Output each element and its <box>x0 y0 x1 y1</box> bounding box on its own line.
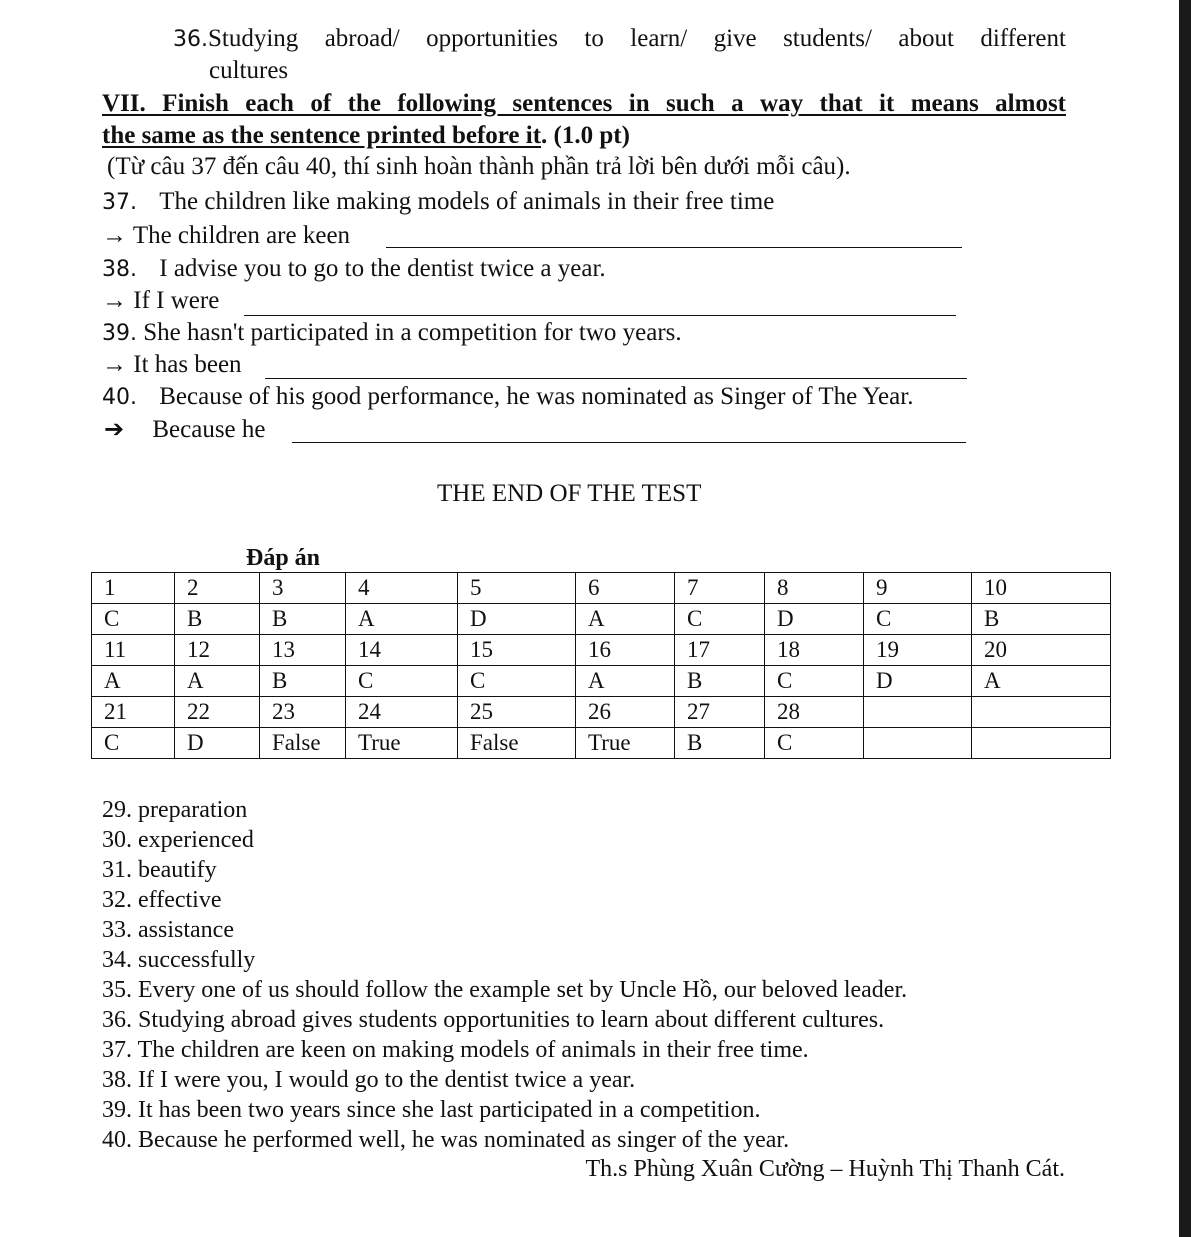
key-cell: 3 <box>260 573 346 604</box>
key-cell: D <box>458 604 576 635</box>
key-cell: 18 <box>765 635 864 666</box>
answer-key-title: Đáp án <box>246 545 321 571</box>
key-cell: 14 <box>346 635 458 666</box>
answer-prompt-40 <box>104 414 266 445</box>
prompt-text: The children are keen <box>132 222 351 249</box>
table-row <box>92 604 1111 635</box>
answer-prompt-37 <box>102 221 350 251</box>
key-cell: 11 <box>92 635 175 666</box>
key-cell: 1 <box>92 573 175 604</box>
arrow-icon: → <box>102 351 127 378</box>
q36-part: students/ <box>783 25 872 52</box>
key-cell: 24 <box>346 697 458 728</box>
q36-part: give <box>713 25 757 52</box>
key-cell: 23 <box>260 697 346 728</box>
question-40 <box>102 382 913 413</box>
q36-part: learn/ <box>630 25 688 52</box>
key-cell: B <box>972 604 1111 635</box>
key-cell: C <box>765 666 864 697</box>
question-36-line2: cultures <box>209 57 289 84</box>
key-cell: 9 <box>864 573 972 604</box>
key-cell: 27 <box>675 697 765 728</box>
question-number: 40. <box>102 385 137 410</box>
key-cell: D <box>765 604 864 635</box>
key-cell: 4 <box>346 573 458 604</box>
key-cell: C <box>458 666 576 697</box>
arrow-icon: → <box>102 222 127 249</box>
key-cell: 12 <box>175 635 260 666</box>
q36-part: to <box>584 25 604 52</box>
section-title-points: . (1.0 pt) <box>541 122 630 149</box>
list-item: 30. experienced <box>102 827 254 853</box>
key-cell: C <box>765 728 864 759</box>
key-cell: C <box>675 604 765 635</box>
question-38 <box>102 254 606 285</box>
author-signature: Th.s Phùng Xuân Cường – Huỳnh Thị Thanh Cát. <box>585 1156 1065 1182</box>
key-cell: 19 <box>864 635 972 666</box>
key-cell: 20 <box>972 635 1111 666</box>
key-cell: C <box>346 666 458 697</box>
end-of-test: THE END OF THE TEST <box>437 480 702 507</box>
table-row <box>92 697 1111 728</box>
key-cell: 25 <box>458 697 576 728</box>
prompt-text: Because he <box>152 416 266 443</box>
list-item: 29. preparation <box>102 797 248 823</box>
q36-part: about <box>898 25 954 52</box>
list-item: 36. Studying abroad gives students opportunities to learn about different cultures. <box>102 1007 885 1033</box>
table-row <box>92 728 1111 759</box>
key-cell: A <box>175 666 260 697</box>
q36-part: abroad/ <box>324 25 400 52</box>
key-cell: B <box>675 666 765 697</box>
key-cell: D <box>864 666 972 697</box>
key-cell: B <box>675 728 765 759</box>
question-text: The children like making models of animals in their free time <box>159 188 775 215</box>
answer-blank-37[interactable] <box>386 247 962 248</box>
key-cell: D <box>175 728 260 759</box>
prompt-text: If I were <box>133 287 220 314</box>
key-cell: C <box>92 604 175 635</box>
key-cell: 21 <box>92 697 175 728</box>
answer-blank-39[interactable] <box>265 378 967 379</box>
section-instruction: (Từ câu 37 đến câu 40, thí sinh hoàn thành phần trả lời bên dưới mỗi câu). <box>107 153 851 180</box>
key-cell: True <box>346 728 458 759</box>
list-item: 38. If I were you, I would go to the dentist twice a year. <box>102 1067 636 1093</box>
list-item: 34. successfully <box>102 947 256 973</box>
key-cell: 6 <box>576 573 675 604</box>
key-cell: A <box>92 666 175 697</box>
q36-part: Studying <box>208 25 299 52</box>
question-number: 37. <box>102 190 137 215</box>
key-cell: 16 <box>576 635 675 666</box>
list-item: 33. assistance <box>102 917 234 943</box>
question-number: 38. <box>102 257 137 282</box>
key-cell: 13 <box>260 635 346 666</box>
key-cell: A <box>576 604 675 635</box>
key-cell: 15 <box>458 635 576 666</box>
answer-blank-38[interactable] <box>244 315 956 316</box>
table-row <box>92 666 1111 697</box>
list-item: 39. It has been two years since she last participated in a competition. <box>102 1097 761 1123</box>
answer-blank-40[interactable] <box>292 442 966 443</box>
written-answers <box>102 795 907 1155</box>
question-text: I advise you to go to the dentist twice a year. <box>159 255 606 282</box>
section-title-line1: VII. Finish each of the following sentences in such a way that it means almost <box>102 90 1066 117</box>
key-cell: B <box>260 604 346 635</box>
section-title-underlined: the same as the sentence printed before it <box>102 122 542 149</box>
key-cell: 5 <box>458 573 576 604</box>
key-cell: 22 <box>175 697 260 728</box>
key-cell: C <box>864 604 972 635</box>
key-cell: 28 <box>765 697 864 728</box>
key-cell: 7 <box>675 573 765 604</box>
question-number: 39. <box>102 321 137 346</box>
key-cell: 2 <box>175 573 260 604</box>
key-cell: False <box>458 728 576 759</box>
answer-prompt-39 <box>102 350 242 380</box>
key-cell: B <box>260 666 346 697</box>
list-item: 37. The children are keen on making models of animals in their free time. <box>102 1037 809 1063</box>
answer-key-table <box>91 572 1111 759</box>
table-row <box>92 635 1111 666</box>
key-cell: A <box>346 604 458 635</box>
arrow-icon: ➔ <box>104 415 125 443</box>
question-37 <box>102 187 774 218</box>
question-text: She hasn't participated in a competition for two years. <box>143 319 682 346</box>
answer-prompt-38 <box>102 286 219 316</box>
key-cell: B <box>175 604 260 635</box>
key-cell: A <box>972 666 1111 697</box>
list-item: 32. effective <box>102 887 222 913</box>
q36-part: different <box>980 25 1066 52</box>
prompt-text: It has been <box>133 351 242 378</box>
list-item: 31. beautify <box>102 857 217 883</box>
list-item: 35. Every one of us should follow the example set by Uncle Hồ, our beloved leader. <box>102 977 908 1003</box>
key-cell: 17 <box>675 635 765 666</box>
section-title-line2 <box>102 121 630 151</box>
key-cell: 10 <box>972 573 1111 604</box>
table-row <box>92 573 1111 604</box>
key-cell <box>864 697 972 728</box>
key-cell <box>972 697 1111 728</box>
question-39 <box>102 318 682 349</box>
key-cell: C <box>92 728 175 759</box>
arrow-icon: → <box>102 287 127 314</box>
key-cell: 8 <box>765 573 864 604</box>
key-cell: A <box>576 666 675 697</box>
question-36 <box>173 24 1066 55</box>
key-cell: True <box>576 728 675 759</box>
page-edge <box>1179 0 1191 1237</box>
list-item: 40. Because he performed well, he was nominated as singer of the year. <box>102 1127 790 1153</box>
key-cell: False <box>260 728 346 759</box>
q36-part: opportunities <box>426 25 559 52</box>
key-cell: 26 <box>576 697 675 728</box>
question-36-number: 36. <box>173 27 208 52</box>
key-cell <box>864 728 972 759</box>
key-cell <box>972 728 1111 759</box>
question-text: Because of his good performance, he was nominated as Singer of The Year. <box>159 383 914 410</box>
